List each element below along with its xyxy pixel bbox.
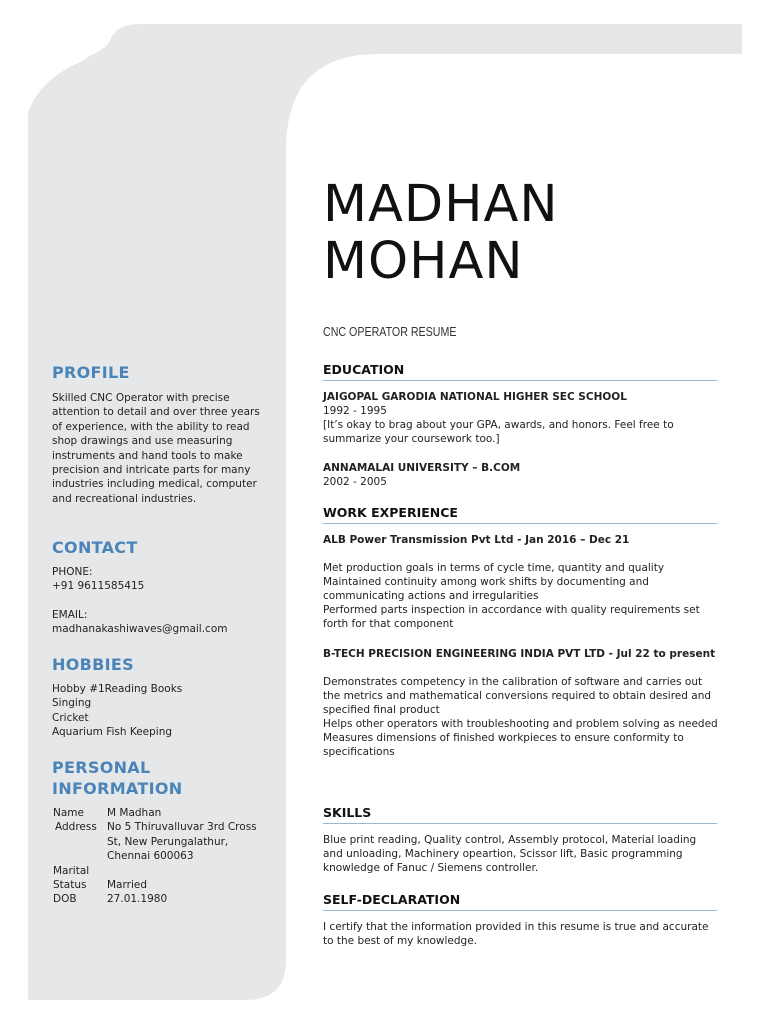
school-years: 2002 - 2005 xyxy=(323,476,387,488)
pi-dob-label: DOB xyxy=(53,893,77,906)
hobbies-heading: HOBBIES xyxy=(52,655,134,674)
personal-heading-line1: PERSONAL xyxy=(52,758,151,777)
pi-marital-value: Married xyxy=(107,879,147,892)
email-label: EMAIL: xyxy=(52,608,88,621)
job-title: B-TECH PRECISION ENGINEERING INDIA PVT LTD - Jul 22 to present xyxy=(323,648,716,660)
declaration-text: I certify that the information provided in this resume is true and accurate to the best of my knowledge. xyxy=(323,921,709,947)
contact-heading: CONTACT xyxy=(52,538,138,557)
phone-label: PHONE: xyxy=(52,566,93,578)
job-bullet: Met production goals in terms of cycle time, quantity and quality xyxy=(323,562,665,574)
skills-heading: SKILLS xyxy=(323,805,717,824)
pi-row-marital xyxy=(53,864,269,893)
candidate-name xyxy=(323,176,559,290)
hobby-item: Aquarium Fish Keeping xyxy=(52,726,173,739)
job-1 xyxy=(323,533,718,631)
contact-block xyxy=(52,565,268,637)
phone-value: +91 9611585415 xyxy=(52,580,145,593)
job-bullet: Maintained continuity among work shifts by documenting and communicating actions and irregularities xyxy=(323,576,649,602)
personal-heading xyxy=(52,757,182,799)
last-name: MOHAN xyxy=(323,232,524,291)
job-2 xyxy=(323,647,718,759)
pi-row-dob xyxy=(53,892,269,906)
personal-heading-line2: INFORMATION xyxy=(52,779,183,798)
pi-marital-label xyxy=(53,864,107,893)
skills-text: Blue print reading, Quality control, Assembly protocol, Material loading and unloading, Machinery opeartion, Scissor lift, Basic programming knowledge of Fanuc / Siemens controller. xyxy=(323,834,697,874)
education-heading: EDUCATION xyxy=(323,362,717,381)
resume-subtitle: CNC OPERATOR RESUME xyxy=(323,324,457,339)
profile-text: Skilled CNC Operator with precise attention to detail and over three years of experience, with the ability to read shop drawings and use measuring instruments and hand tools to make precision and intricate parts for many industries including medical, computer and recreational industries. xyxy=(52,392,260,505)
pi-row-address xyxy=(53,820,269,863)
school-years: 1992 - 1995 xyxy=(323,405,387,417)
pi-name-value: M Madhan xyxy=(107,807,162,819)
declaration-heading: SELF-DECLARATION xyxy=(323,892,717,911)
hobby-item: Cricket xyxy=(52,711,89,724)
pi-address-label: Address xyxy=(55,821,97,834)
personal-info-table xyxy=(53,806,269,907)
pi-dob-value: 27.01.1980 xyxy=(107,893,168,906)
hobby-item: Singing xyxy=(52,697,92,710)
education-entry-1 xyxy=(323,390,718,446)
job-bullet: Demonstrates competency in the calibration of software and carries out the metrics and mathematical conversions required to obtain desired and specified final product xyxy=(323,676,712,716)
pi-marital-label-1: Marital xyxy=(53,864,90,877)
work-heading: WORK EXPERIENCE xyxy=(323,505,717,524)
education-entry-2 xyxy=(323,461,718,489)
job-bullet: Performed parts inspection in accordance with quality requirements set forth for that component xyxy=(323,604,700,630)
school-note: [It’s okay to brag about your GPA, awards, and honors. Feel free to summarize your coursework too.] xyxy=(323,419,674,445)
email-value[interactable]: madhanakashiwaves@gmail.com xyxy=(52,623,228,636)
school-name: JAIGOPAL GARODIA NATIONAL HIGHER SEC SCHOOL xyxy=(323,391,627,403)
school-name: ANNAMALAI UNIVERSITY – B.COM xyxy=(323,462,521,474)
job-title: ALB Power Transmission Pvt Ltd - Jan 2016 – Dec 21 xyxy=(323,534,630,546)
hobby-item: Hobby #1Reading Books xyxy=(52,683,183,695)
hobbies-list xyxy=(52,682,268,740)
pi-name-label: Name xyxy=(53,807,84,819)
first-name: MADHAN xyxy=(323,175,559,234)
pi-row-name xyxy=(53,806,269,820)
pi-marital-label-2: Status xyxy=(53,879,87,892)
pi-address-value: No 5 Thiruvalluvar 3rd Cross St, New Perungalathur, Chennai 600063 xyxy=(107,821,257,863)
profile-heading: PROFILE xyxy=(52,363,130,382)
job-bullet: Helps other operators with troubleshooting and problem solving as needed xyxy=(323,718,718,730)
job-bullet: Measures dimensions of finished workpieces to ensure conformity to specifications xyxy=(323,732,684,758)
